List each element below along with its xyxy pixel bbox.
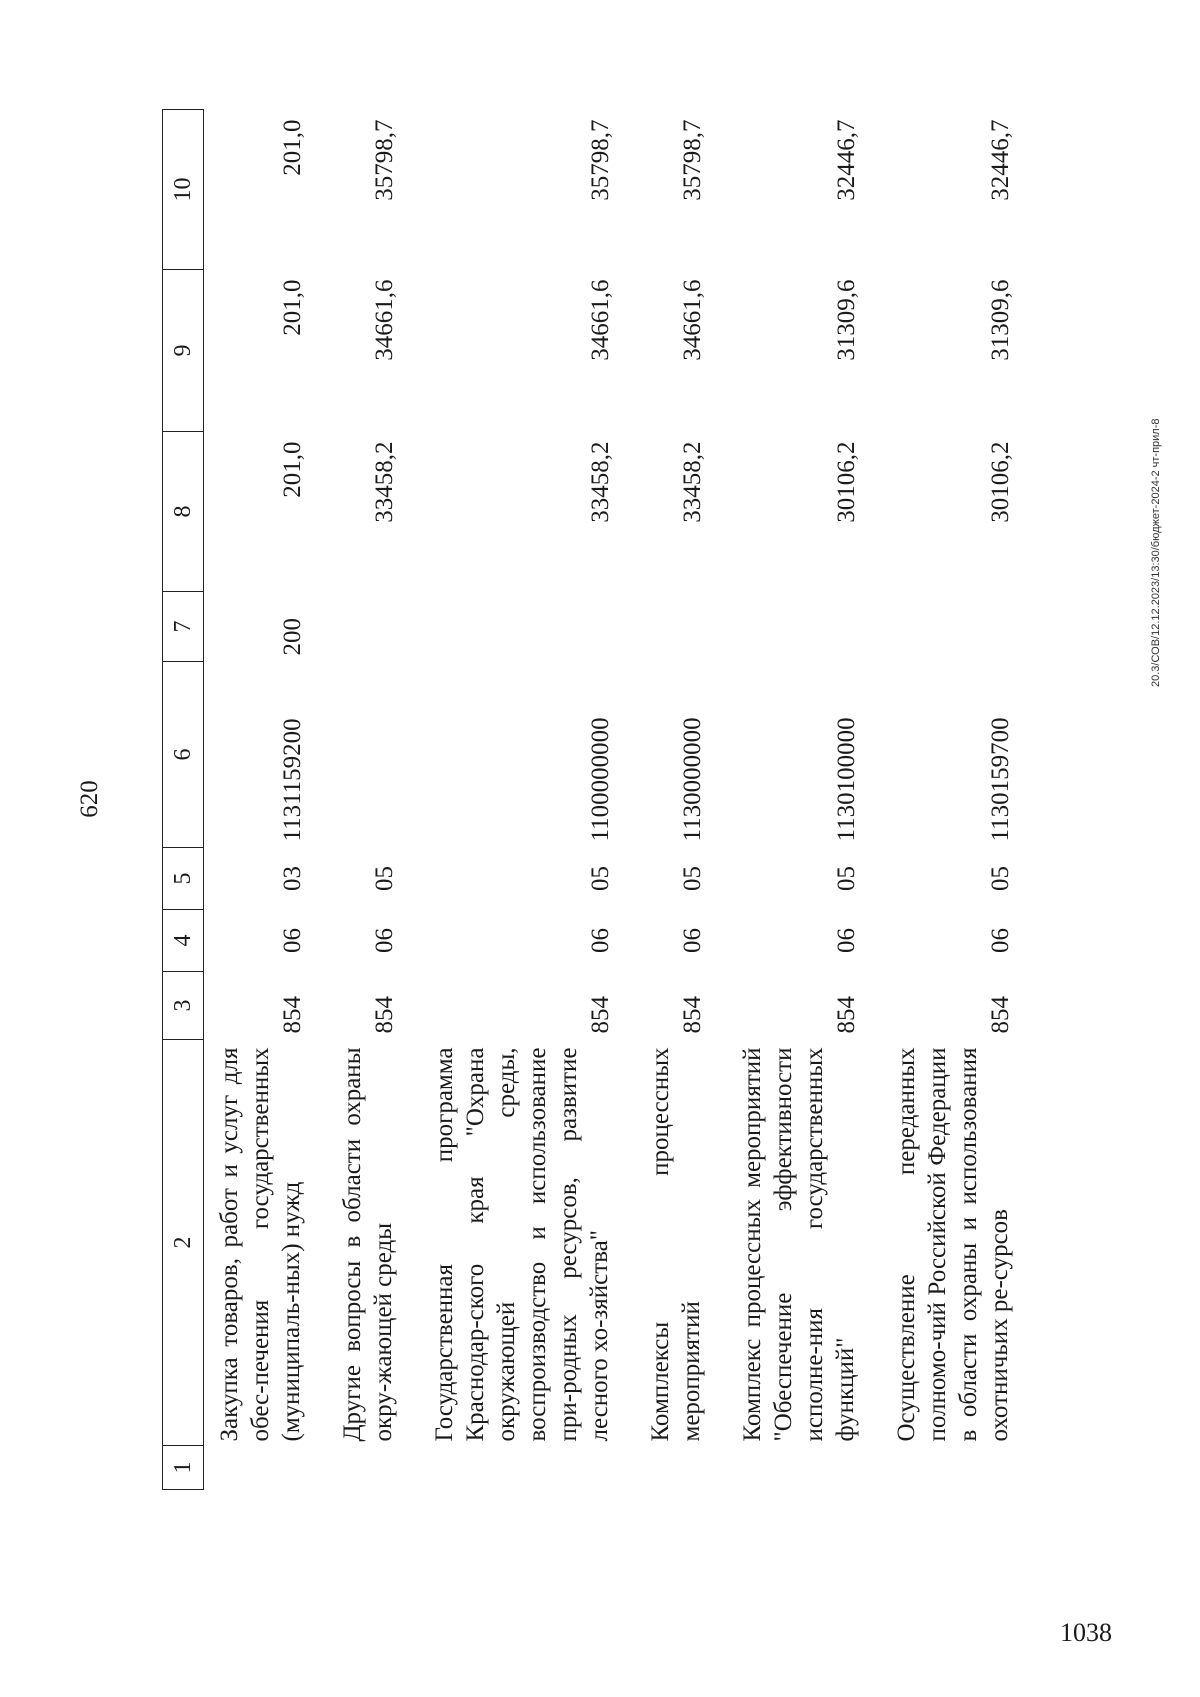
cell-ministry-code: 854 (987, 996, 1014, 1034)
cell-expense-type (635, 592, 727, 662)
cell-amount-10: 201,0 (279, 119, 306, 176)
table-row (881, 110, 1035, 1490)
cell-subsection: 05 (587, 866, 614, 891)
cell-description: Государственная программа Краснодар-ского края "Охрана окружающей среды, воспроизводство и использование при-родных ресурсов, развитие лесного хо-зяйства" (431, 1047, 613, 1442)
cell-amount-10: 32446,7 (987, 119, 1014, 201)
cell-section: 06 (833, 928, 860, 953)
column-header-5: 5 (163, 848, 204, 910)
cell-subsection: 03 (279, 866, 306, 891)
table-row (727, 110, 881, 1490)
cell-ministry-code: 854 (587, 996, 614, 1034)
cell-amount-10: 35798,7 (587, 119, 614, 201)
cell-ministry-code: 854 (279, 996, 306, 1034)
cell-ministry-code: 854 (833, 996, 860, 1034)
cell-section: 06 (987, 928, 1014, 953)
cell-expense-type (419, 592, 635, 662)
cell-expense-type (727, 592, 881, 662)
cell-amount-8: 30106,2 (833, 441, 860, 523)
column-header-3: 3 (163, 972, 204, 1040)
budget-table (162, 109, 1035, 1490)
cell-amount-9: 34661,6 (587, 279, 614, 361)
cell-amount-8: 33458,2 (371, 441, 398, 523)
cell-target-article: 1131159200 (279, 718, 306, 842)
column-header-4: 4 (163, 910, 204, 972)
column-header-2: 2 (163, 1040, 204, 1446)
cell-target-article: 1100000000 (587, 717, 614, 842)
cell-section: 06 (679, 928, 706, 953)
sheet-number: 1038 (1060, 1618, 1112, 1647)
cell-description: Закупка товаров, работ и услуг для обес-печения государственных (муниципаль-ных) нужд (216, 1047, 305, 1442)
table-row (635, 110, 727, 1490)
column-header-7: 7 (163, 592, 204, 662)
column-header-10: 10 (163, 110, 204, 270)
cell-amount-9: 34661,6 (679, 279, 706, 361)
cell-amount-8: 33458,2 (679, 441, 706, 523)
cell-col1 (881, 1446, 1035, 1490)
cell-ministry-code: 854 (679, 996, 706, 1034)
cell-expense-type (881, 592, 1035, 662)
table-row (327, 110, 419, 1490)
cell-amount-8: 33458,2 (587, 441, 614, 523)
cell-expense-type (327, 592, 419, 662)
table-row (419, 110, 635, 1490)
cell-subsection: 05 (679, 866, 706, 891)
cell-subsection: 05 (371, 866, 398, 891)
cell-section: 06 (587, 928, 614, 953)
cell-amount-9: 201,0 (279, 279, 306, 336)
table-row (204, 110, 328, 1490)
cell-target-article: 1130100000 (833, 717, 860, 842)
column-header-9: 9 (163, 270, 204, 432)
cell-amount-8: 201,0 (279, 441, 306, 498)
cell-description: Комплекс процессных мероприятий "Обеспечение эффективности исполне-ния государственных функций" (739, 1047, 859, 1442)
cell-subsection: 05 (987, 866, 1014, 891)
cell-amount-9: 31309,6 (833, 279, 860, 361)
cell-description: Комплексы процессных мероприятий (647, 1047, 705, 1442)
cell-target-article (327, 662, 419, 848)
cell-amount-10: 32446,7 (833, 119, 860, 201)
cell-amount-8: 30106,2 (987, 441, 1014, 523)
cell-amount-9: 31309,6 (987, 279, 1014, 361)
column-header-1: 1 (163, 1446, 204, 1490)
document-reference: 20.3/СОВ/12.12.2023/13:30/бюджет-2024-2 чт-прил-8 (1150, 418, 1162, 687)
column-header-6: 6 (163, 662, 204, 848)
cell-amount-10: 35798,7 (679, 119, 706, 201)
cell-expense-type: 200 (279, 618, 306, 656)
cell-ministry-code: 854 (371, 996, 398, 1034)
table-header-row (163, 110, 204, 1490)
page-number: 620 (76, 780, 103, 818)
cell-amount-10: 35798,7 (371, 119, 398, 201)
column-header-8: 8 (163, 432, 204, 592)
cell-col1 (327, 1446, 419, 1490)
cell-section: 06 (371, 928, 398, 953)
cell-col1 (635, 1446, 727, 1490)
cell-col1 (727, 1446, 881, 1490)
cell-description: Осуществление переданных полномо-чий Российской Федерации в области охраны и использования охотничьих ре-сурсов (893, 1047, 1013, 1442)
cell-target-article: 1130000000 (679, 717, 706, 842)
cell-col1 (419, 1446, 635, 1490)
cell-target-article: 1130159700 (987, 717, 1014, 842)
cell-subsection: 05 (833, 866, 860, 891)
cell-section: 06 (279, 928, 306, 953)
cell-col1 (204, 1446, 328, 1490)
cell-description: Другие вопросы в области охраны окру-жающей среды (339, 1047, 397, 1442)
cell-amount-9: 34661,6 (371, 279, 398, 361)
